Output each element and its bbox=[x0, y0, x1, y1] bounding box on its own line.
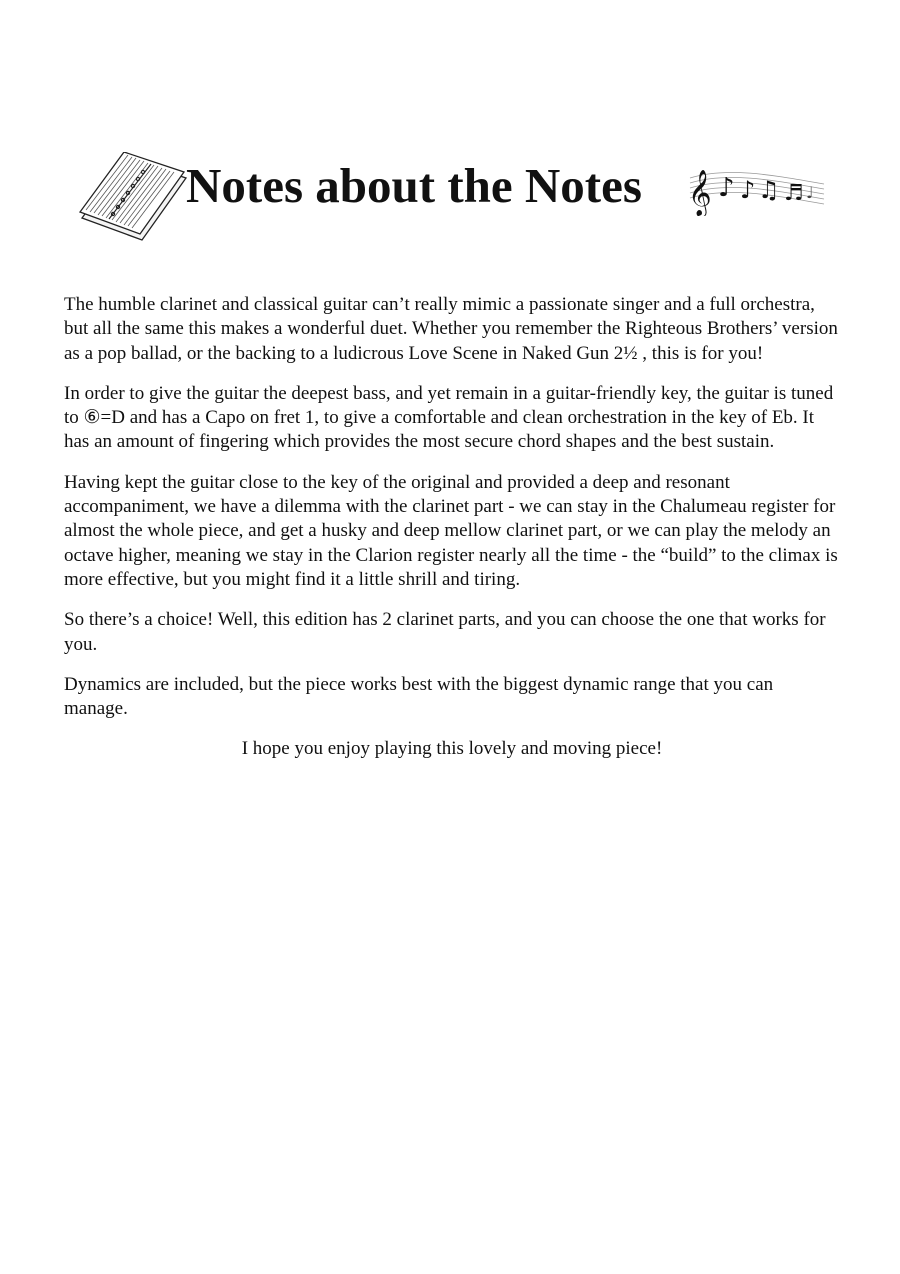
svg-text:♪: ♪ bbox=[740, 176, 756, 204]
paragraph-clarinet-register: Having kept the guitar close to the key of the original and provided a deep and resonant accompaniment, we have a dilemma with the clarinet part - we can stay in the Chalumeau register for almost the whole piece, and get a husky and deep mellow clarinet part, or we can play the melody an octave higher, meaning we stay in the Clarion register nearly all the time - the “build” to the climax is more effective, but you might find it a little shrill and tiring. bbox=[64, 471, 838, 590]
paragraph-intro: The humble clarinet and classical guitar can’t really mimic a passionate singer and a full orchestra, but all the same this makes a wonderful duet. Whether you remember the Righteous Brothers’ version as a pop ballad, or the backing to a ludicrous Love Scene in Naked Gun 2½ , this is for you! bbox=[64, 294, 838, 364]
svg-text:♩: ♩ bbox=[806, 183, 814, 202]
notebook-icon bbox=[78, 152, 190, 244]
music-notes-icon bbox=[688, 158, 826, 216]
notes-body bbox=[64, 293, 840, 762]
paragraph-choice: So there’s a choice! Well, this edition has 2 clarinet parts, and you can choose the one that works for you. bbox=[64, 609, 826, 655]
paragraph-dynamics: Dynamics are included, but the piece works best with the biggest dynamic range that you can manage. bbox=[64, 673, 774, 720]
svg-text:𝄞: 𝄞 bbox=[688, 170, 712, 216]
page-title: Notes about the Notes bbox=[186, 158, 642, 213]
svg-text:♫: ♫ bbox=[758, 176, 780, 204]
closing-line: I hope you enjoy playing this lovely and moving piece! bbox=[241, 738, 663, 760]
svg-text:♪: ♪ bbox=[718, 173, 735, 203]
paragraph-guitar-tuning: In order to give the guitar the deepest bass, and yet remain in a guitar-friendly key, the guitar is tuned to ⑥=D and has a Capo on fret 1, to give a comfortable and clean orchestration in the key of Eb. It has an amount of fingering which provides the most secure chord shapes and the best sustain. bbox=[64, 382, 834, 453]
svg-text:♬: ♬ bbox=[784, 181, 804, 206]
header bbox=[78, 148, 838, 248]
